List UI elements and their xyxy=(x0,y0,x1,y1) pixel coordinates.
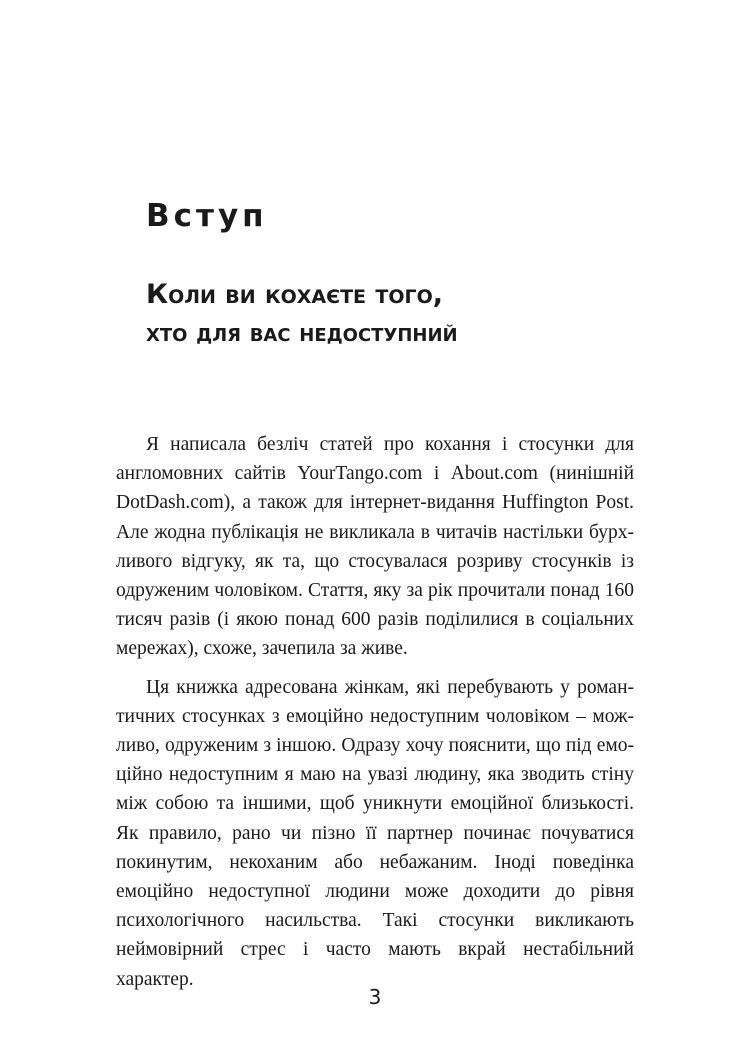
chapter-title xyxy=(146,276,666,352)
chapter-label: Вступ xyxy=(146,198,268,234)
chapter-title-line-2: хто для вас недоступний xyxy=(146,318,458,347)
chapter-title-line-1: Коли ви кохаєте того, xyxy=(146,279,444,310)
paragraph: Я написала безліч статей про кохання і стосунки для англомовних сайтів YourTango.com і About.com (нинішній DotDash.com), а також для інтернет-видання Huffington Post. Але жодна публікація не викликала в читачів настільки бурхливого відгуку, як та, що стосувалася розриву стосунків із одруженим чоловіком. Стаття, яку за рік прочитали понад 160 тисяч разів (і якою понад 600 разів поділилися в соціальних мережах), схоже, зачепила за живе. xyxy=(116,434,634,660)
page-number: 3 xyxy=(368,985,382,1009)
body-text xyxy=(116,430,634,1003)
paragraph: Ця книжка адресована жінкам, які перебувають у романтичних стосунках з емоційно недоступним чоловіком – можливо, одруженим з іншою. Одразу хочу пояснити, що під емоційно недоступним я маю на увазі людину, яка зводить стіну між собою та іншими, щоб уникнути емоційної близькості. Як правило, рано чи пізно її партнер починає почуватися покинутим, некоханим або небажаним. Іноді поведінка емоційно недоступної людини може доходити до рівня психологічного насильства. Такі стосунки викликають неймовірний стрес і часто мають вкрай нестабільний характер. xyxy=(116,676,634,990)
